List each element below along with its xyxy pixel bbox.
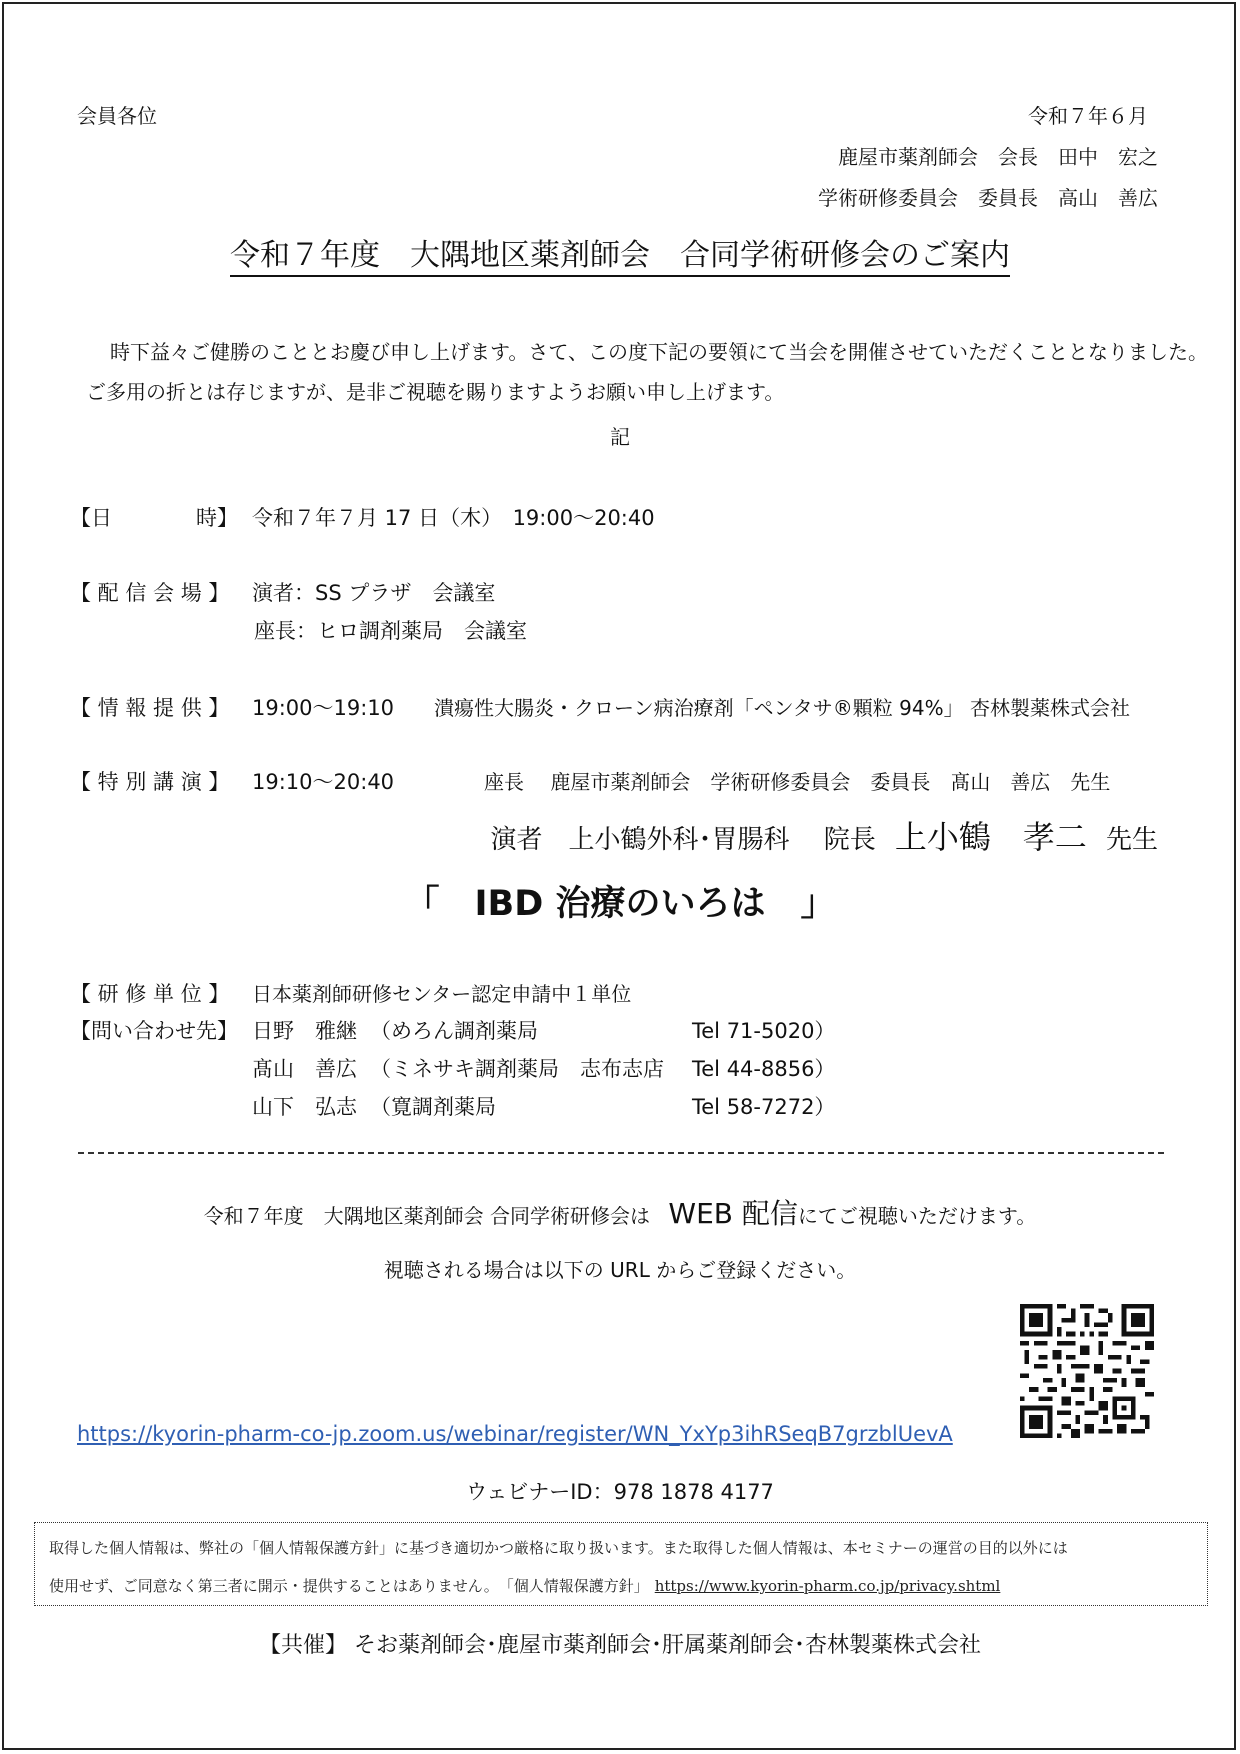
- venue-label: 【 配 信 会 場 】: [70, 581, 230, 605]
- privacy-text-line-2: 使用せず、ご同意なく第三者に開示・提供することはありません。 「個人情報保護方針」 https://www.kyorin-pharm.co.jp/privacy.shtml: [49, 1577, 1001, 1595]
- privacy-policy-link[interactable]: https://www.kyorin-pharm.co.jp/privacy.shtml: [654, 1577, 1001, 1595]
- page-title: 令和７年度 大隅地区薬剤師会 合同学術研修会のご案内: [0, 230, 1240, 274]
- lecture-speaker: [491, 812, 1158, 858]
- web-announcement-big: WEB 配信: [668, 1197, 798, 1230]
- contact-tel: Tel 58-7272）: [692, 1095, 836, 1119]
- lecture-time: 19:10～20:40: [252, 770, 395, 794]
- web-announcement-post: にてご視聴いただけます。: [797, 1204, 1037, 1228]
- datetime-value: 令和７年７月 17 日（木） 19:00～20:40: [252, 506, 655, 530]
- addressee: 会員各位: [77, 104, 157, 128]
- venue-presenter: 演者：SS プラザ 会議室: [252, 581, 496, 605]
- webinar-id: ウェビナーID：978 1878 4177: [466, 1480, 774, 1504]
- venue-chair: 座長：ヒロ調剤薬局 会議室: [254, 619, 527, 643]
- speaker-honorific: 先生: [1105, 825, 1158, 855]
- web-instruction: 視聴される場合は以下の URL からご登録ください。: [383, 1258, 857, 1282]
- lecture-label: 【 特 別 講 演 】: [70, 770, 230, 794]
- contact-org: （めろん調剤薬局: [370, 1019, 538, 1043]
- sender-president: 鹿屋市薬剤師会 会長 田中 宏之: [838, 145, 1158, 169]
- info-label: 【 情 報 提 供 】: [70, 696, 230, 720]
- credit-label: 【 研 修 単 位 】: [70, 982, 230, 1006]
- info-time: 19:00～19:10: [252, 696, 395, 720]
- co-host-line: 【共催】 そお薬剤師会･鹿屋市薬剤師会･肝属薬剤師会･杏林製薬株式会社: [259, 1633, 981, 1658]
- speaker-affiliation: 演者 上小鶴外科･胃腸科 院長: [490, 825, 876, 855]
- web-announcement-pre: 令和７年度 大隅地区薬剤師会 合同学術研修会は: [203, 1204, 651, 1228]
- intro-line-1: 時下益々ご健勝のこととお慶び申し上げます。さて、この度下記の要領にて当会を開催させていただくこととなりました。: [110, 340, 1208, 364]
- contact-tel: Tel 71-5020）: [692, 1019, 836, 1043]
- web-announcement: [0, 1192, 1240, 1232]
- ki-heading: 記: [610, 425, 630, 449]
- contact-name: 髙山 善広: [252, 1057, 357, 1081]
- lecture-topic: 「 IBD 治療のいろは 」: [404, 884, 836, 924]
- intro-line-2: ご多用の折とは存じますが、是非ご視聴を賜りますようお願い申し上げます。: [86, 380, 785, 404]
- qr-code-icon[interactable]: [1020, 1304, 1154, 1438]
- info-text: 潰瘍性大腸炎・クローン病治療剤「ペンタサ®顆粒 94%」 杏林製薬株式会社: [434, 696, 1130, 720]
- privacy-notice-box: [34, 1522, 1208, 1606]
- speaker-name: 上小鶴 孝二: [894, 818, 1087, 856]
- contact-name: 日野 雅継: [252, 1019, 357, 1043]
- contact-org: （ミネサキ調剤薬局 志布志店: [370, 1057, 664, 1081]
- sender-committee-chair: 学術研修委員会 委員長 高山 善広: [818, 186, 1158, 210]
- contact-name: 山下 弘志: [252, 1095, 357, 1119]
- issue-date: 令和７年６月: [1028, 104, 1148, 128]
- lecture-chair: 座長 鹿屋市薬剤師会 学術研修委員会 委員長 髙山 善広 先生: [484, 770, 1111, 794]
- contact-org: （寛調剤薬局: [370, 1095, 496, 1119]
- credit-value: 日本薬剤師研修センター認定申請中１単位: [252, 982, 632, 1006]
- registration-url-link[interactable]: https://kyorin-pharm-co-jp.zoom.us/webinar/register/WN_YxYp3ihRSeqB7grzblUevA: [77, 1422, 953, 1446]
- contact-tel: Tel 44-8856）: [692, 1057, 836, 1081]
- dashed-separator: [78, 1152, 1164, 1154]
- contacts-label: 【問い合わせ先】: [70, 1019, 238, 1043]
- privacy-text-line-1: 取得した個人情報は、弊社の「個人情報保護方針」に基づき適切かつ厳格に取り扱います。また取得した個人情報は、本セミナーの運営の目的以外には: [49, 1539, 1068, 1557]
- datetime-label: 【日 時】: [70, 506, 238, 530]
